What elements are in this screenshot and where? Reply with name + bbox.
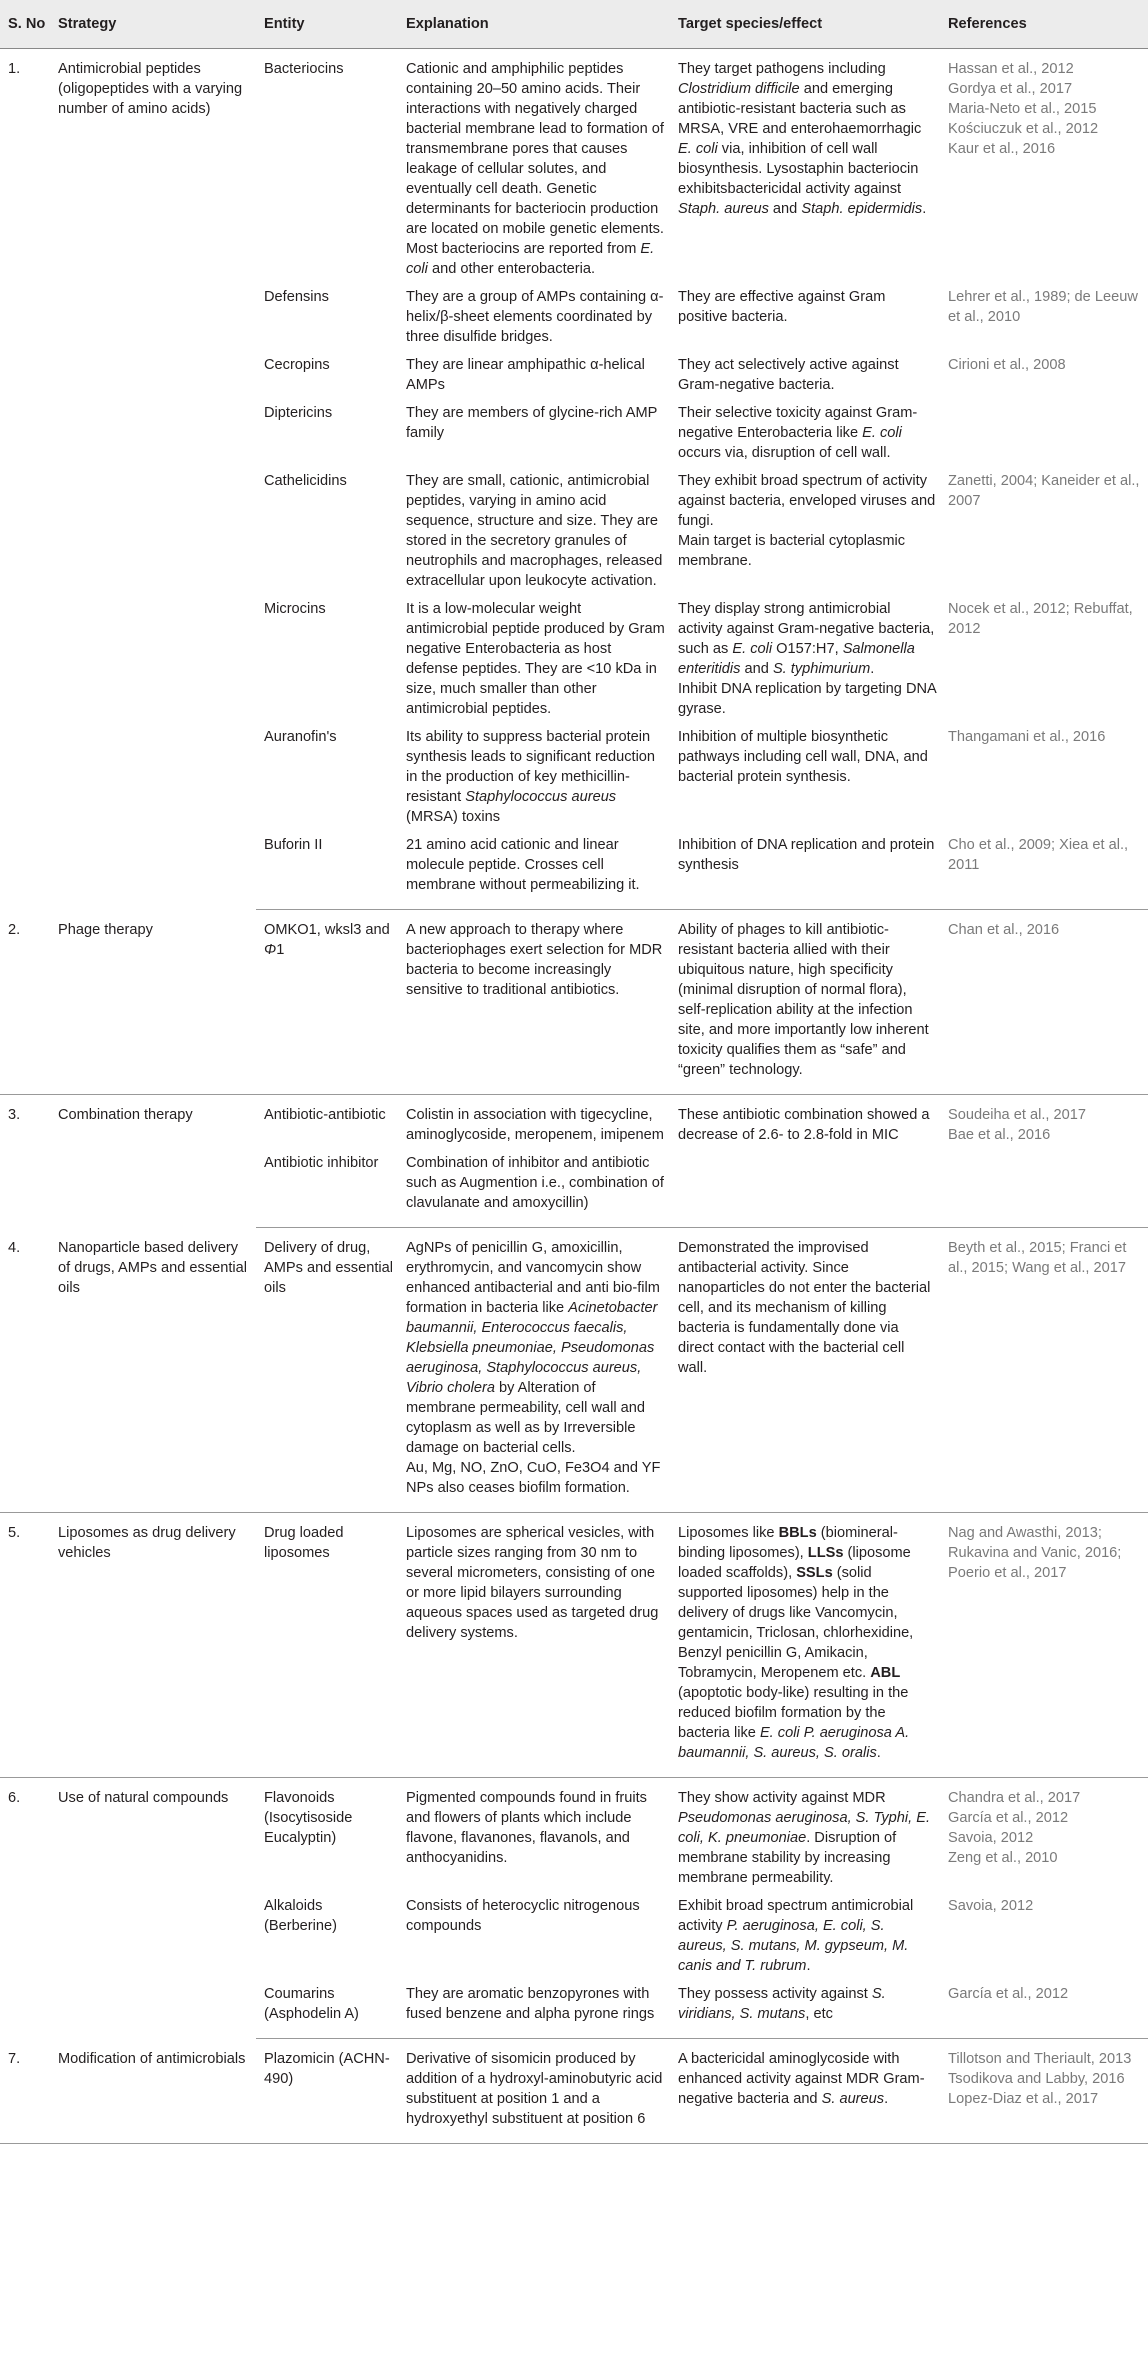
- cell-sno: 7.: [0, 2039, 50, 2144]
- cell-entity: Cathelicidins: [264, 473, 347, 489]
- table-row: [0, 1228, 1148, 1513]
- cell-target: They are effective against Gram positive bacteria.: [678, 289, 886, 325]
- header-entity: Entity: [256, 0, 398, 49]
- cell-target: They target pathogens including Clostridium difficile and emerging antibiotic-resistant bacteria such as MRSA, VRE and enterohaemorrhagic E. coli via, inhibition of cell wall biosynthesis. Lysostaphin bacteriocin exhibitsbactericidal activity against Staph. aureus and Staph. epidermidis.: [678, 61, 927, 217]
- cell-entity: Buforin II: [256, 832, 398, 910]
- header-sno: S. No: [0, 0, 50, 49]
- cell-references: Chandra et al., 2017 García et al., 2012 Savoia, 2012 Zeng et al., 2010: [948, 1790, 1081, 1866]
- header-target: Target species/effect: [670, 0, 940, 49]
- cell-sno: 6.: [8, 1790, 21, 1806]
- cell-sno: 3.: [8, 1107, 21, 1123]
- table-row: [0, 1095, 1148, 1151]
- cell-explanation: Liposomes are spherical vesicles, with particle sizes ranging from 30 nm to several micrometers, consisting of one or more lipid bilayers surrounding aqueous spaces used as targeted drug delivery systems.: [398, 1513, 670, 1778]
- cell-references: Cho et al., 2009; Xiea et al., 2011: [940, 832, 1148, 910]
- cell-explanation: They are members of glycine-rich AMP family: [406, 405, 658, 441]
- table-row: [0, 49, 1148, 285]
- table-row: [0, 2039, 1148, 2144]
- table-row: [0, 1778, 1148, 1894]
- cell-explanation: Combination of inhibitor and antibiotic such as Augmention i.e., combination of clavulanate and amoxycillin): [398, 1150, 670, 1228]
- cell-references: Nag and Awasthi, 2013; Rukavina and Vanic, 2016; Poerio et al., 2017: [940, 1513, 1148, 1778]
- header-strategy: Strategy: [50, 0, 256, 49]
- cell-strategy: Nanoparticle based delivery of drugs, AMPs and essential oils: [50, 1228, 256, 1513]
- cell-target: They act selectively active against Gram-negative bacteria.: [678, 357, 899, 393]
- cell-entity: Defensins: [264, 289, 329, 305]
- cell-references: Tillotson and Theriault, 2013 Tsodikova and Labby, 2016 Lopez-Diaz et al., 2017: [940, 2039, 1148, 2144]
- cell-strategy: Combination therapy: [58, 1107, 193, 1123]
- cell-references: Savoia, 2012: [948, 1898, 1034, 1914]
- header-references: References: [940, 0, 1148, 49]
- cell-target: They possess activity against S. viridians, S. mutans, etc: [670, 1981, 940, 2039]
- cell-entity: Microcins: [264, 601, 326, 617]
- cell-entity: Bacteriocins: [264, 61, 344, 77]
- cell-entity: Auranofin's: [264, 729, 337, 745]
- header-row: [0, 0, 1148, 49]
- table-body: [0, 49, 1148, 2144]
- cell-references: Chan et al., 2016: [940, 910, 1148, 1095]
- cell-strategy: Liposomes as drug delivery vehicles: [50, 1513, 256, 1778]
- cell-entity: Antibiotic-antibiotic: [264, 1107, 386, 1123]
- cell-references: García et al., 2012: [940, 1981, 1148, 2039]
- cell-sno: 2.: [0, 910, 50, 1095]
- cell-target: Exhibit broad spectrum antimicrobial activity P. aeruginosa, E. coli, S. aureus, S. mutans, M. gypseum, M. canis and T. rubrum.: [678, 1898, 914, 1974]
- table-row: [0, 1513, 1148, 1778]
- cell-target: These antibiotic combination showed a decrease of 2.6- to 2.8-fold in MIC: [678, 1107, 930, 1143]
- cell-entity: Antibiotic inhibitor: [256, 1150, 398, 1228]
- cell-explanation: Derivative of sisomicin produced by addition of a hydroxyl-aminobutyric acid substituent at position 1 and a hydroxyethyl substituent at position 6: [398, 2039, 670, 2144]
- cell-entity: Cecropins: [264, 357, 330, 373]
- cell-explanation: Its ability to suppress bacterial protein synthesis leads to significant reduction in the production of key methicillin-resistant Staphylococcus aureus (MRSA) toxins: [406, 729, 656, 825]
- cell-explanation: They are small, cationic, antimicrobial peptides, varying in amino acid sequence, structure and size. They are stored in the secretory granules of neutrophils and macrophages, released extracellular upon leukocyte activation.: [406, 473, 663, 589]
- cell-explanation: It is a low-molecular weight antimicrobial peptide produced by Gram negative Enterobacteria as host defense peptides. They are <10 kDa in size, much smaller than other antimicrobial peptides.: [406, 601, 665, 717]
- cell-entity: Coumarins (Asphodelin A): [256, 1981, 398, 2039]
- cell-sno: 5.: [0, 1513, 50, 1778]
- cell-target: Ability of phages to kill antibiotic-resistant bacteria allied with their ubiquitous nature, high specificity (minimal disruption of normal flora), self-replication ability at the infection site, and more importantly low inherent toxicity qualifies them as “safe” and “green” technology.: [670, 910, 940, 1095]
- cell-target: [670, 1150, 940, 1228]
- cell-entity: Diptericins: [264, 405, 333, 421]
- cell-entity: Plazomicin (ACHN-490): [256, 2039, 398, 2144]
- cell-target: They display strong antimicrobial activity against Gram-negative bacteria, such as E. coli O157:H7, Salmonella enteritidis and S. typhimurium. Inhibit DNA replication by targeting DNA gyrase.: [678, 601, 936, 717]
- cell-target: They show activity against MDR Pseudomonas aeruginosa, S. Typhi, E. coli, K. pneumoniae. Disruption of membrane stability by increasing membrane permeability.: [678, 1790, 931, 1886]
- cell-target: Inhibition of multiple biosynthetic pathways including cell wall, DNA, and bacterial protein synthesis.: [678, 729, 928, 785]
- cell-target: Inhibition of DNA replication and protein synthesis: [670, 832, 940, 910]
- cell-target: Their selective toxicity against Gram-negative Enterobacteria like E. coli occurs via, disruption of cell wall.: [678, 405, 918, 461]
- cell-references: Zanetti, 2004; Kaneider et al., 2007: [948, 473, 1140, 509]
- cell-explanation: 21 amino acid cationic and linear molecule peptide. Crosses cell membrane without permeabilizing it.: [398, 832, 670, 910]
- cell-explanation: Consists of heterocyclic nitrogenous compounds: [406, 1898, 640, 1934]
- cell-explanation: A new approach to therapy where bacteriophages exert selection for MDR bacteria to become increasingly sensitive to traditional antibiotics.: [398, 910, 670, 1095]
- cell-references: [940, 400, 1148, 468]
- cell-entity: Delivery of drug, AMPs and essential oils: [256, 1228, 398, 1513]
- cell-strategy: Antimicrobial peptides (oligopeptides with a varying number of amino acids): [58, 61, 243, 117]
- cell-sno: 4.: [0, 1228, 50, 1513]
- cell-target: A bactericidal aminoglycoside with enhanced activity against MDR Gram-negative bacteria and S. aureus.: [670, 2039, 940, 2144]
- cell-references: Lehrer et al., 1989; de Leeuw et al., 2010: [948, 289, 1138, 325]
- cell-target: Liposomes like BBLs (biomineral-binding liposomes), LLSs (liposome loaded scaffolds), SSLs (solid supported liposomes) help in the delivery of drugs like Vancomycin, gentamicin, Triclosan, chlorhexidine, Benzyl penicillin G, Amikacin, Tobramycin, Meropenem etc. ABL (apoptotic body-like) resulting in the reduced biofilm formation by the bacteria like E. coli P. aeruginosa A. baumannii, S. aureus, S. oralis.: [670, 1513, 940, 1778]
- cell-entity: Drug loaded liposomes: [256, 1513, 398, 1778]
- cell-target: They exhibit broad spectrum of activity against bacteria, enveloped viruses and fungi. Main target is bacterial cytoplasmic membrane.: [678, 473, 936, 569]
- cell-references: Hassan et al., 2012 Gordya et al., 2017 Maria-Neto et al., 2015 Kościuczuk et al., 2012 Kaur et al., 2016: [948, 61, 1099, 157]
- cell-entity: Alkaloids (Berberine): [264, 1898, 337, 1934]
- cell-strategy: Use of natural compounds: [58, 1790, 229, 1806]
- cell-explanation: Cationic and amphiphilic peptides containing 20–50 amino acids. Their interactions with negatively charged bacterial membrane lead to formation of transmembrane pores that causes leakage of cellular solutes, and eventually cell death. Genetic determinants for bacteriocin production are located on mobile genetic elements. Most bacteriocins are reported from E. coli and other enterobacteria.: [406, 61, 664, 277]
- cell-strategy: Phage therapy: [50, 910, 256, 1095]
- cell-explanation: They are aromatic benzopyrones with fused benzene and alpha pyrone rings: [398, 1981, 670, 2039]
- cell-references: Thangamani et al., 2016: [948, 729, 1106, 745]
- cell-explanation: AgNPs of penicillin G, amoxicillin, erythromycin, and vancomycin show enhanced antibacterial and anti bio-film formation in bacteria like Acinetobacter baumannii, Enterococcus faecalis, Klebsiella pneumoniae, Pseudomonas aeruginosa, Staphylococcus aureus, Vibrio cholera by Alteration of membrane permeability, cell wall and cytoplasm as well as by Irreversible damage on bacterial cells. Au, Mg, NO, ZnO, CuO, Fe3O4 and YF NPs also ceases biofilm formation.: [398, 1228, 670, 1513]
- cell-target: Demonstrated the improvised antibacterial activity. Since nanoparticles do not enter the bacterial cell, and its mechanism of killing bacteria is fundamentally done via direct contact with the bacterial cell wall.: [670, 1228, 940, 1513]
- cell-explanation: They are linear amphipathic α-helical AMPs: [406, 357, 645, 393]
- cell-entity: OMKO1, wksl3 and Φ1: [256, 910, 398, 1095]
- cell-references: [940, 1150, 1148, 1228]
- header-explanation: Explanation: [398, 0, 670, 49]
- cell-strategy: Modification of antimicrobials: [50, 2039, 256, 2144]
- cell-entity: Flavonoids (Isocytisoside Eucalyptin): [264, 1790, 353, 1846]
- cell-references: Cirioni et al., 2008: [948, 357, 1066, 373]
- cell-references: Nocek et al., 2012; Rebuffat, 2012: [948, 601, 1133, 637]
- table-row: [0, 910, 1148, 1095]
- cell-sno: 1.: [8, 61, 21, 77]
- cell-explanation: They are a group of AMPs containing α-helix/β-sheet elements coordinated by three disulfide bridges.: [406, 289, 664, 345]
- cell-explanation: Pigmented compounds found in fruits and flowers of plants which include flavone, flavanones, flavanols, and anthocyanidins.: [406, 1790, 647, 1866]
- cell-explanation: Colistin in association with tigecycline, aminoglycoside, meropenem, imipenem: [406, 1107, 664, 1143]
- cell-references: Beyth et al., 2015; Franci et al., 2015; Wang et al., 2017: [940, 1228, 1148, 1513]
- cell-references: Soudeiha et al., 2017 Bae et al., 2016: [948, 1107, 1086, 1143]
